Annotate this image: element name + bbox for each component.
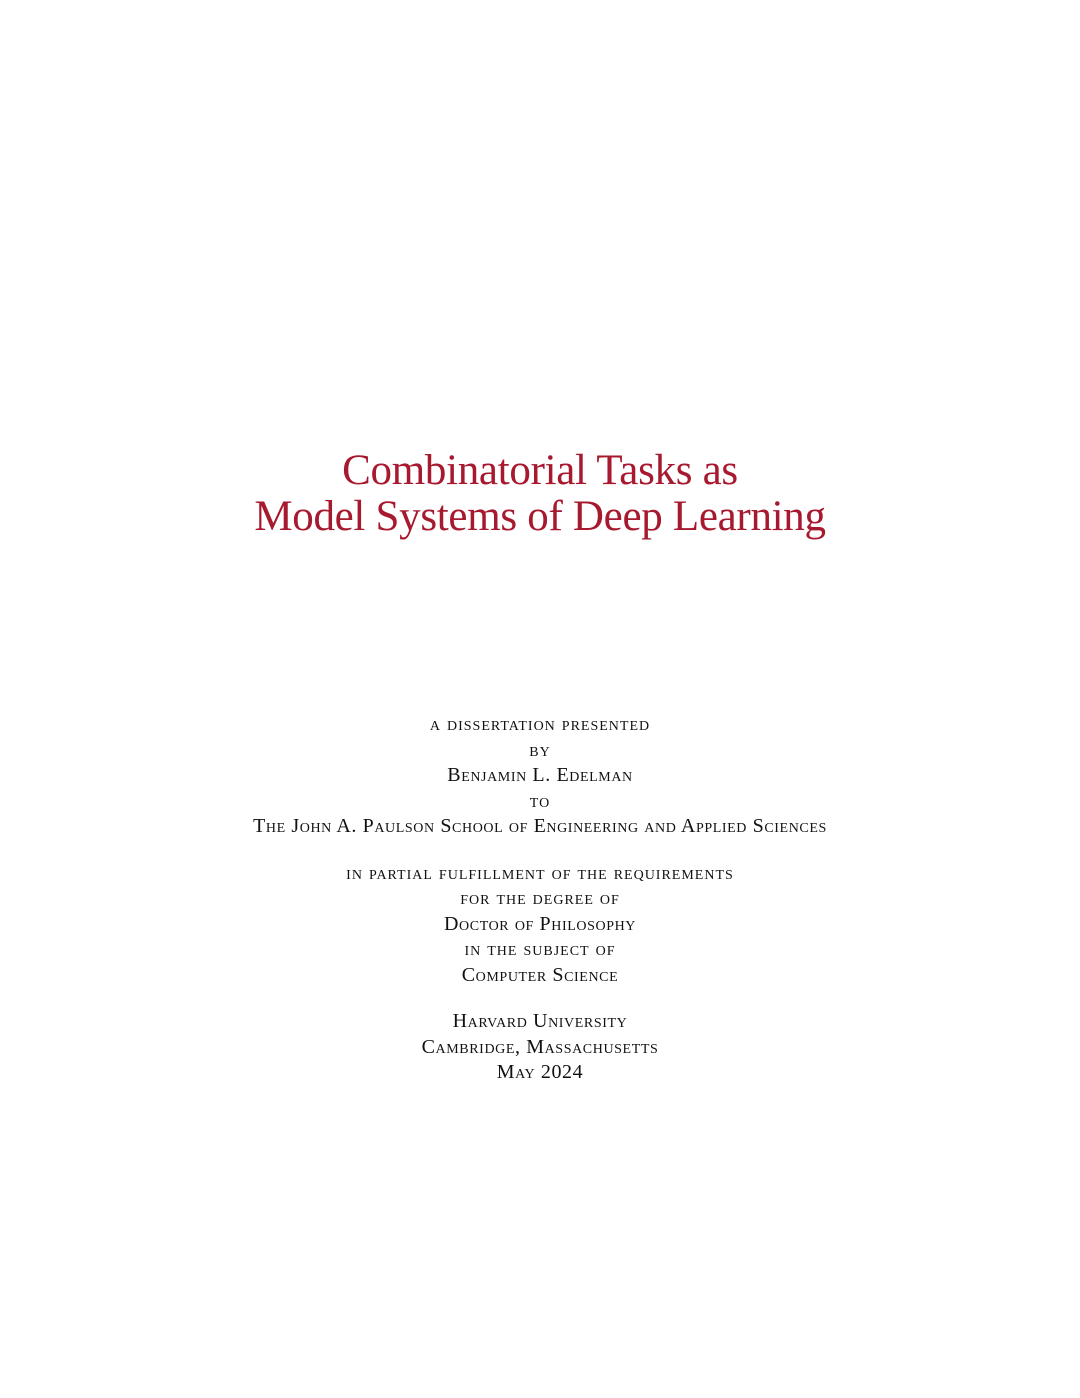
title-line-1: Combinatorial Tasks as — [342, 447, 738, 494]
location-text: Cambridge, Massachusetts — [421, 1035, 659, 1058]
author-name: Benjamin L. Edelman — [447, 764, 633, 786]
school-name: The John A. Paulson School of Engineering and Applied Sciences — [253, 815, 827, 837]
institution-section — [0, 1009, 1080, 1086]
by-text: by — [529, 738, 551, 761]
partial-fulfillment-text: in partial fulfillment of the requirements — [346, 861, 734, 884]
section-spacer — [0, 840, 1080, 861]
university-name: Harvard University — [452, 1010, 628, 1032]
subject-of-text: in the subject of — [464, 938, 616, 960]
degree-of-text: for the degree of — [460, 887, 620, 909]
section-spacer — [0, 988, 1080, 1009]
date-text: May 2024 — [496, 1061, 584, 1083]
title-line-2: Model Systems of Deep Learning — [254, 493, 826, 540]
presentation-section — [0, 712, 1080, 840]
subject-name: Computer Science — [461, 963, 619, 986]
to-text: to — [529, 789, 551, 812]
dissertation-title — [0, 448, 1080, 540]
degree-name: Doctor of Philosophy — [444, 912, 636, 935]
dissertation-presented-text: a dissertation presented — [429, 713, 651, 735]
requirements-section — [0, 861, 1080, 989]
title-page-info — [0, 712, 1080, 1086]
